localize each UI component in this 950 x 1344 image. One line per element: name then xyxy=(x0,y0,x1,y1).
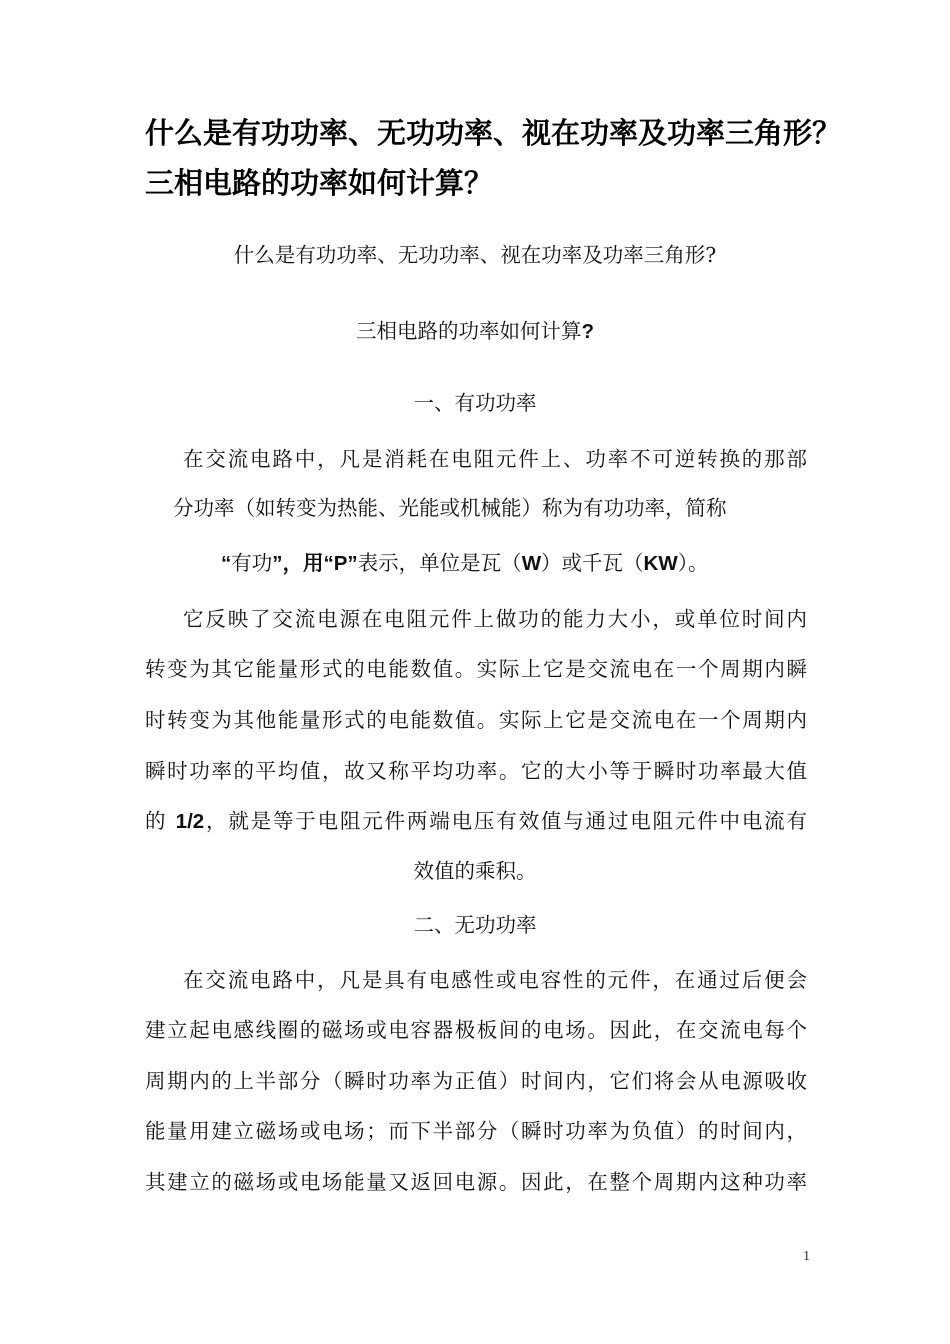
paragraph-line: 效值的乘积。 xyxy=(413,859,537,883)
unit-text-2: ）或千瓦（ xyxy=(541,551,644,575)
quote-open: “ xyxy=(221,552,232,575)
subtitle-line-2 xyxy=(145,317,805,346)
paragraph-line: 其建立的磁场或电场能量又返回电源。因此，在整个周期内这种功率 xyxy=(145,1170,807,1194)
title-line-1: 什么是有功功率、无功功率、视在功率及功率三角形？ xyxy=(145,116,842,150)
unit-kw: KW xyxy=(643,552,678,575)
paragraph-line: 转变为其它能量形式的电能数值。实际上它是交流电在一个周期内瞬 xyxy=(145,657,807,681)
paragraph-line: 建立起电感线圈的磁场或电容器极板间的电场。因此，在交流电每个 xyxy=(145,1018,807,1042)
paragraph-line: 瞬时功率的平均值，故又称平均功率。它的大小等于瞬时功率最大值 xyxy=(145,759,807,783)
fraction-half: 1/2 xyxy=(175,810,205,833)
subtitle-line-1: 什么是有功功率、无功功率、视在功率及功率三角形? xyxy=(233,243,717,267)
paragraph-line: 能量用建立磁场或电场；而下半部分（瞬时功率为负值）的时间内， xyxy=(145,1119,807,1143)
text-segment: 的 xyxy=(145,809,176,833)
paragraph-line-units xyxy=(221,549,781,578)
document-title xyxy=(145,108,842,208)
title-line-2: 三相电路的功率如何计算？ xyxy=(145,166,494,200)
unit-text: 表示，单位是瓦（ xyxy=(357,551,522,575)
subtitle-question-mark: ? xyxy=(581,320,595,343)
section-heading-reactive-power: 二、无功功率 xyxy=(413,913,537,937)
paragraph-line-fraction xyxy=(145,807,807,836)
section-heading-active-power: 一、有功功率 xyxy=(413,391,537,415)
paragraph-line: 分功率（如转变为热能、光能或机械能）称为有功功率，简称 xyxy=(173,496,727,520)
paragraph-line: 在交流电路中，凡是消耗在电阻元件上、功率不可逆转换的那部 xyxy=(183,447,807,471)
unit-w: W xyxy=(521,552,542,575)
paragraph-line: 在交流电路中，凡是具有电感性或电容性的元件，在通过后便会 xyxy=(183,968,807,992)
quote-close: ”，用 xyxy=(272,552,324,575)
term-active: 有功 xyxy=(231,551,273,575)
paragraph-line: 时转变为其他能量形式的电能数值。实际上它是交流电在一个周期内 xyxy=(145,708,807,732)
subtitle-line-2-text: 三相电路的功率如何计算 xyxy=(355,319,582,343)
symbol-p: “P” xyxy=(323,552,358,575)
text-segment: ，就是等于电阻元件两端电压有效值与通过电阻元件中电流有 xyxy=(204,809,807,833)
page-number: 1 xyxy=(803,1249,810,1264)
unit-text-3: ）。 xyxy=(677,551,709,575)
paragraph-line: 它反映了交流电源在电阻元件上做功的能力大小，或单位时间内 xyxy=(183,607,807,631)
paragraph-line: 周期内的上半部分（瞬时功率为正值）时间内，它们将会从电源吸收 xyxy=(145,1069,807,1093)
